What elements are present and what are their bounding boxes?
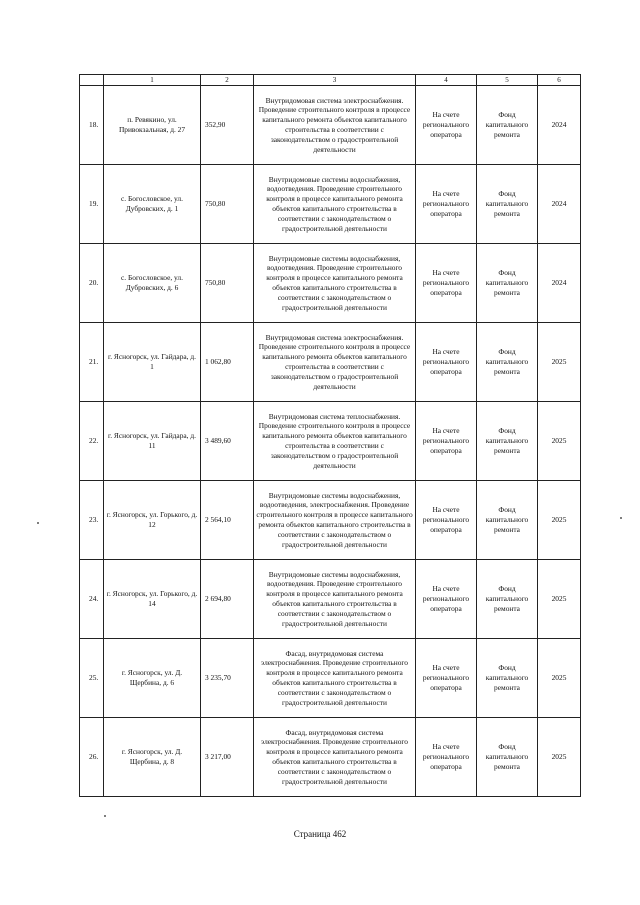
fund-cell: Фонд капитального ремонта [477,165,538,244]
area-cell: 2 694,80 [201,560,254,639]
header-cell-2: 2 [201,75,254,86]
year-cell: 2025 [538,639,581,718]
scan-speck [37,522,39,524]
year-cell: 2024 [538,244,581,323]
address-cell: п. Ревякино, ул. Привокзальная, д. 27 [104,86,201,165]
funding-account-cell: На счете регионального оператора [416,481,477,560]
funding-account-cell: На счете регионального оператора [416,639,477,718]
work-description-cell: Внутридомовые системы водоснабжения, водоотведения. Проведение строительного контроля в процессе капитального ремонта объектов капитального строительства в соответствии с законодательством о градостроительной деятельности [254,165,416,244]
year-cell: 2024 [538,165,581,244]
work-description-cell: Внутридомовая система теплоснабжения. Проведение строительного контроля в процессе капитального ремонта объектов капитального строительства в соответствии с законодательством о градостроительной деятельности [254,402,416,481]
table-row [80,165,581,244]
fund-cell: Фонд капитального ремонта [477,323,538,402]
area-cell: 352,90 [201,86,254,165]
header-cell-6: 6 [538,75,581,86]
page-number-footer: Страница 462 [293,829,347,839]
row-number: 23. [80,481,104,560]
work-description-cell: Фасад, внутридомовая система электроснабжения. Проведение строительного контроля в процессе капитального ремонта объектов капитального строительства в соответствии с законодательством о градостроительной деятельности [254,718,416,797]
area-cell: 750,80 [201,165,254,244]
table-row [80,481,581,560]
address-cell: с. Богословское, ул. Дубровских, д. 1 [104,165,201,244]
work-description-cell: Внутридомовые системы водоснабжения, водоотведения. Проведение строительного контроля в процессе капитального ремонта объектов капитального строительства в соответствии с законодательством о градостроительной деятельности [254,244,416,323]
area-cell: 3 235,70 [201,639,254,718]
table-row [80,560,581,639]
row-number: 19. [80,165,104,244]
funding-account-cell: На счете регионального оператора [416,718,477,797]
capital-repair-table [79,74,581,797]
table-row [80,639,581,718]
year-cell: 2025 [538,402,581,481]
fund-cell: Фонд капитального ремонта [477,560,538,639]
address-cell: г. Ясногорск, ул. Гайдара, д. 1 [104,323,201,402]
area-cell: 750,80 [201,244,254,323]
table-row [80,86,581,165]
area-cell: 1 062,80 [201,323,254,402]
address-cell: с. Богословское, ул. Дубровских, д. 6 [104,244,201,323]
table-row [80,718,581,797]
scan-speck [104,815,106,817]
area-cell: 2 564,10 [201,481,254,560]
row-number: 24. [80,560,104,639]
fund-cell: Фонд капитального ремонта [477,402,538,481]
funding-account-cell: На счете регионального оператора [416,244,477,323]
scan-speck [620,517,622,519]
row-number: 21. [80,323,104,402]
work-description-cell: Внутридомовые системы водоснабжения, водоотведения, электроснабжения. Проведение строительного контроля в процессе капитального ремонта объектов капитального строительства в соответствии с законодательством о градостроительной деятельности [254,481,416,560]
address-cell: г. Ясногорск, ул. Д. Щербина, д. 6 [104,639,201,718]
work-description-cell: Внутридомовая система электроснабжения. Проведение строительного контроля в процессе капитального ремонта объектов капитального строительства в соответствии с законодательством о градостроительной деятельности [254,323,416,402]
fund-cell: Фонд капитального ремонта [477,86,538,165]
year-cell: 2025 [538,718,581,797]
funding-account-cell: На счете регионального оператора [416,165,477,244]
table-row [80,244,581,323]
row-number: 25. [80,639,104,718]
year-cell: 2025 [538,323,581,402]
header-cell-3: 3 [254,75,416,86]
header-cell-4: 4 [416,75,477,86]
funding-account-cell: На счете регионального оператора [416,402,477,481]
table-row [80,323,581,402]
area-cell: 3 217,00 [201,718,254,797]
funding-account-cell: На счете регионального оператора [416,323,477,402]
funding-account-cell: На счете регионального оператора [416,560,477,639]
column-number-header-row [80,75,581,86]
row-number: 20. [80,244,104,323]
address-cell: г. Ясногорск, ул. Горького, д. 14 [104,560,201,639]
fund-cell: Фонд капитального ремонта [477,639,538,718]
year-cell: 2024 [538,86,581,165]
address-cell: г. Ясногорск, ул. Гайдара, д. 11 [104,402,201,481]
header-cell-blank [80,75,104,86]
address-cell: г. Ясногорск, ул. Горького, д. 12 [104,481,201,560]
area-cell: 3 489,60 [201,402,254,481]
header-cell-1: 1 [104,75,201,86]
row-number: 26. [80,718,104,797]
header-cell-5: 5 [477,75,538,86]
row-number: 22. [80,402,104,481]
year-cell: 2025 [538,481,581,560]
work-description-cell: Внутридомовые системы водоснабжения, водоотведения. Проведение строительного контроля в процессе капитального ремонта объектов капитального строительства в соответствии с законодательством о градостроительной деятельности [254,560,416,639]
work-description-cell: Фасад, внутридомовая система электроснабжения. Проведение строительного контроля в процессе капитального ремонта объектов капитального строительства в соответствии с законодательством о градостроительной деятельности [254,639,416,718]
fund-cell: Фонд капитального ремонта [477,481,538,560]
address-cell: г. Ясногорск, ул. Д. Щербина, д. 8 [104,718,201,797]
year-cell: 2025 [538,560,581,639]
fund-cell: Фонд капитального ремонта [477,718,538,797]
table-row [80,402,581,481]
funding-account-cell: На счете регионального оператора [416,86,477,165]
fund-cell: Фонд капитального ремонта [477,244,538,323]
work-description-cell: Внутридомовая система электроснабжения. Проведение строительного контроля в процессе капитального ремонта объектов капитального строительства в соответствии с законодательством о градостроительной деятельности [254,86,416,165]
row-number: 18. [80,86,104,165]
